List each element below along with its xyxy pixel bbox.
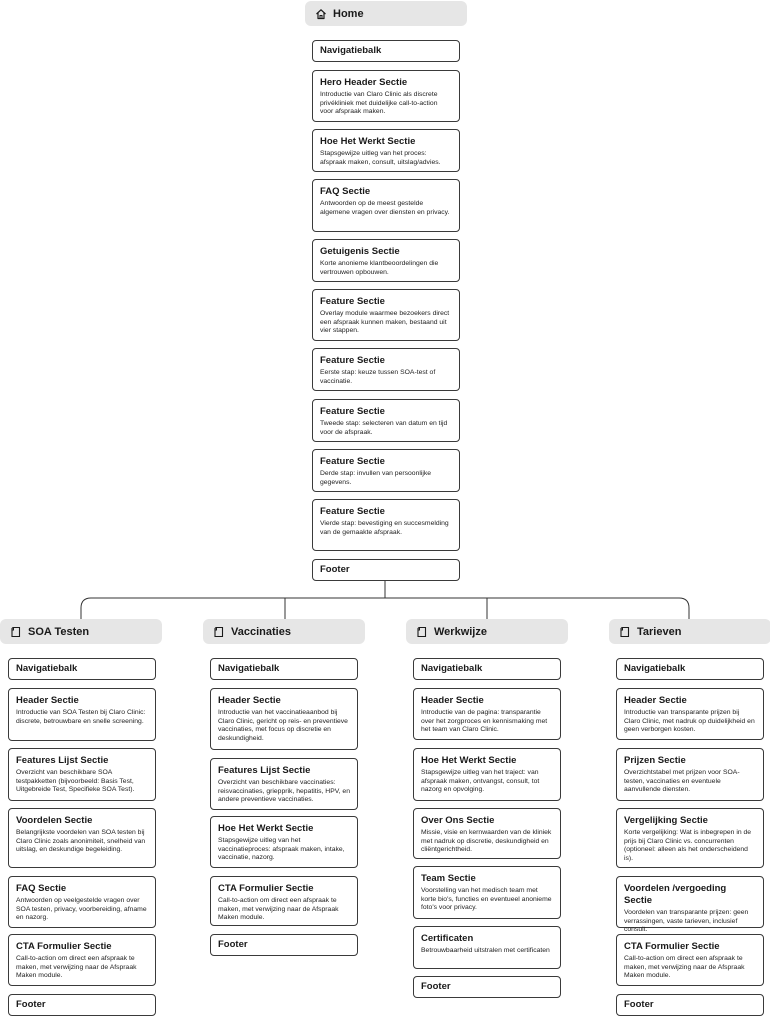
section-description: Antwoorden op veelgestelde vragen over SOA testen, privacy, voorbereiding, afname en nazorg.: [16, 897, 147, 922]
section-box: [616, 748, 764, 801]
section-description: Introductie van SOA Testen bij Claro Clinic: discrete, betrouwbare en snelle screening.: [16, 709, 146, 725]
section-title: Feature Sectie: [320, 456, 385, 467]
home-icon: [315, 8, 327, 20]
section-box: [210, 658, 358, 680]
group-title: Home: [333, 7, 364, 20]
section-box: [616, 808, 764, 868]
section-title: Voordelen Sectie: [16, 815, 93, 826]
section-title: Team Sectie: [421, 873, 476, 884]
section-description: Belangrijkste voordelen van SOA testen bij Claro Clinic zoals anonimiteit, snelheid van uitslag, en deskundige begeleiding.: [16, 829, 146, 854]
section-title: Certificaten: [421, 933, 474, 944]
section-box: [413, 658, 561, 680]
section-title: CTA Formulier Sectie: [16, 941, 112, 952]
section-description: Vierde stap: bevestiging en succesmelding van de gemaakte afspraak.: [320, 520, 449, 536]
section-box: [8, 748, 156, 801]
section-box: [312, 449, 460, 492]
section-box: [312, 289, 460, 341]
section-description: Eerste stap: keuze tussen SOA-test of vaccinatie.: [320, 369, 436, 385]
section-title: Header Sectie: [16, 695, 79, 706]
section-title: Voordelen /vergoeding Sectie: [624, 883, 727, 906]
section-title: FAQ Sectie: [16, 883, 67, 894]
section-description: Introductie van transparante prijzen bij Claro Clinic, met nadruk op duidelijkheid en geen verborgen kosten.: [624, 709, 755, 734]
section-title: Getuigenis Sectie: [320, 246, 400, 257]
section-title: Prijzen Sectie: [624, 755, 686, 766]
section-title: Features Lijst Sectie: [16, 755, 109, 766]
section-title: Footer: [320, 564, 350, 575]
section-title: Header Sectie: [421, 695, 484, 706]
group-title: SOA Testen: [28, 625, 90, 638]
section-description: Korte anonieme klantbeoordelingen die vertrouwen opbouwen.: [320, 260, 439, 276]
section-title: Hoe Het Werkt Sectie: [218, 823, 314, 834]
section-title: Feature Sectie: [320, 296, 385, 307]
section-title: Navigatiebalk: [421, 663, 483, 674]
section-box: [8, 934, 156, 986]
branch-line: [81, 598, 689, 619]
group-title: Werkwijze: [434, 625, 487, 638]
section-box: [312, 559, 460, 581]
section-box: [312, 239, 460, 282]
group-title: Tarieven: [637, 625, 682, 638]
section-description: Introductie van Claro Clinic als discrete privékliniek met duidelijke call-to-action voor afspraak maken.: [320, 91, 438, 116]
section-description: Tweede stap: selecteren van datum en tijd voor de afspraak.: [320, 420, 448, 436]
section-description: Stapsgewijze uitleg van het traject: van afspraak maken, ontvangst, consult, tot nazorg en opvolging.: [421, 769, 540, 794]
section-description: Overzicht van beschikbare vaccinaties: reisvaccinaties, griepprik, hepatitis, HPV, en andere preventieve vaccinaties.: [218, 779, 350, 804]
section-description: Introductie van het vaccinatieaanbod bij Claro Clinic, gericht op reis- en preventieve vaccinaties, met focus op discretie en deskundigheid.: [218, 709, 348, 742]
page-icon: [619, 626, 631, 638]
section-title: Footer: [218, 939, 248, 950]
section-description: Stapsgewijze uitleg van het proces: afspraak maken, consult, uitslag/advies.: [320, 150, 441, 166]
section-description: Antwoorden op de meest gestelde algemene vragen over diensten en privacy.: [320, 200, 450, 216]
section-description: Voordelen van transparante prijzen: geen verrassingen, vaste tarieven, inclusief consult.: [624, 909, 749, 934]
section-description: Missie, visie en kernwaarden van de kliniek met nadruk op discretie, deskundigheid en cliëntgerichtheid.: [421, 829, 552, 854]
section-box: [312, 129, 460, 172]
section-description: Korte vergelijking: Wat is inbegrepen in de prijs bij Claro Clinic vs. concurrenten (optioneel: alleen als het onderscheidend is).: [624, 829, 752, 862]
section-box: [616, 688, 764, 740]
section-box: [312, 399, 460, 442]
section-box: [413, 926, 561, 969]
section-description: Overzichtstabel met prijzen voor SOA-testen, vaccinaties en eventuele aanvullende diensten.: [624, 769, 740, 794]
section-box: [210, 934, 358, 956]
section-title: CTA Formulier Sectie: [218, 883, 314, 894]
section-title: Header Sectie: [218, 695, 281, 706]
section-box: [312, 70, 460, 122]
section-box: [413, 866, 561, 919]
section-title: Navigatiebalk: [218, 663, 280, 674]
section-title: Feature Sectie: [320, 355, 385, 366]
section-title: Navigatiebalk: [16, 663, 78, 674]
section-description: Introductie van de pagina: transparantie over het zorgproces en kennismaking met het team van Claro Clinic.: [421, 709, 548, 734]
section-title: FAQ Sectie: [320, 186, 371, 197]
home-header: [305, 1, 467, 26]
section-box: [210, 758, 358, 810]
section-box: [616, 658, 764, 680]
section-box: [413, 748, 561, 801]
section-box: [8, 688, 156, 741]
section-title: Feature Sectie: [320, 506, 385, 517]
section-box: [8, 876, 156, 928]
section-box: [8, 658, 156, 680]
section-box: [312, 348, 460, 391]
section-title: Footer: [421, 981, 451, 992]
section-box: [413, 976, 561, 998]
page-header-2: [406, 619, 568, 644]
section-box: [8, 994, 156, 1016]
section-box: [616, 934, 764, 986]
page-icon: [213, 626, 225, 638]
section-description: Stapsgewijze uitleg van het vaccinatieproces: afspraak maken, intake, vaccinatie, nazorg.: [218, 837, 345, 862]
section-title: Hero Header Sectie: [320, 77, 408, 88]
section-box: [413, 688, 561, 740]
group-title: Vaccinaties: [231, 625, 291, 638]
section-box: [210, 876, 358, 926]
section-title: Footer: [16, 999, 46, 1010]
section-box: [413, 808, 561, 859]
page-header-1: [203, 619, 365, 644]
section-title: Hoe Het Werkt Sectie: [320, 136, 416, 147]
section-box: [312, 499, 460, 551]
section-title: Vergelijking Sectie: [624, 815, 708, 826]
section-box: [210, 816, 358, 868]
section-description: Overlay module waarmee bezoekers direct een afspraak kunnen maken, bestaand uit vier stappen.: [320, 310, 450, 335]
section-description: Call-to-action om direct een afspraak te maken, met verwijzing naar de Afspraak Maken module.: [16, 955, 137, 980]
section-title: Feature Sectie: [320, 406, 385, 417]
page-header-3: [609, 619, 770, 644]
section-description: Betrouwbaarheid uitstralen met certificaten: [421, 947, 550, 954]
section-title: Hoe Het Werkt Sectie: [421, 755, 517, 766]
page-icon: [416, 626, 428, 638]
section-box: [616, 994, 764, 1016]
section-title: Footer: [624, 999, 654, 1010]
section-box: [210, 688, 358, 750]
page-header-0: [0, 619, 162, 644]
section-description: Derde stap: invullen van persoonlijke gegevens.: [320, 470, 432, 486]
section-box: [616, 876, 764, 934]
section-title: CTA Formulier Sectie: [624, 941, 720, 952]
section-description: Voorstelling van het medisch team met korte bio's, functies en eventueel anonieme foto's voor privacy.: [421, 887, 552, 912]
section-title: Header Sectie: [624, 695, 687, 706]
section-box: [312, 40, 460, 62]
section-title: Over Ons Sectie: [421, 815, 495, 826]
section-title: Features Lijst Sectie: [218, 765, 311, 776]
section-description: Call-to-action om direct een afspraak te maken, met verwijzing naar de Afspraak Maken module.: [218, 897, 339, 922]
section-description: Overzicht van beschikbare SOA testpakketten (bijvoorbeeld: Basis Test, Uitgebreide Test, Specifieke SOA Test).: [16, 769, 135, 794]
section-title: Navigatiebalk: [320, 45, 382, 56]
section-description: Call-to-action om direct een afspraak te maken, met verwijzing naar de Afspraak Maken module.: [624, 955, 745, 980]
section-box: [8, 808, 156, 868]
page-icon: [10, 626, 22, 638]
section-title: Navigatiebalk: [624, 663, 686, 674]
section-box: [312, 179, 460, 232]
